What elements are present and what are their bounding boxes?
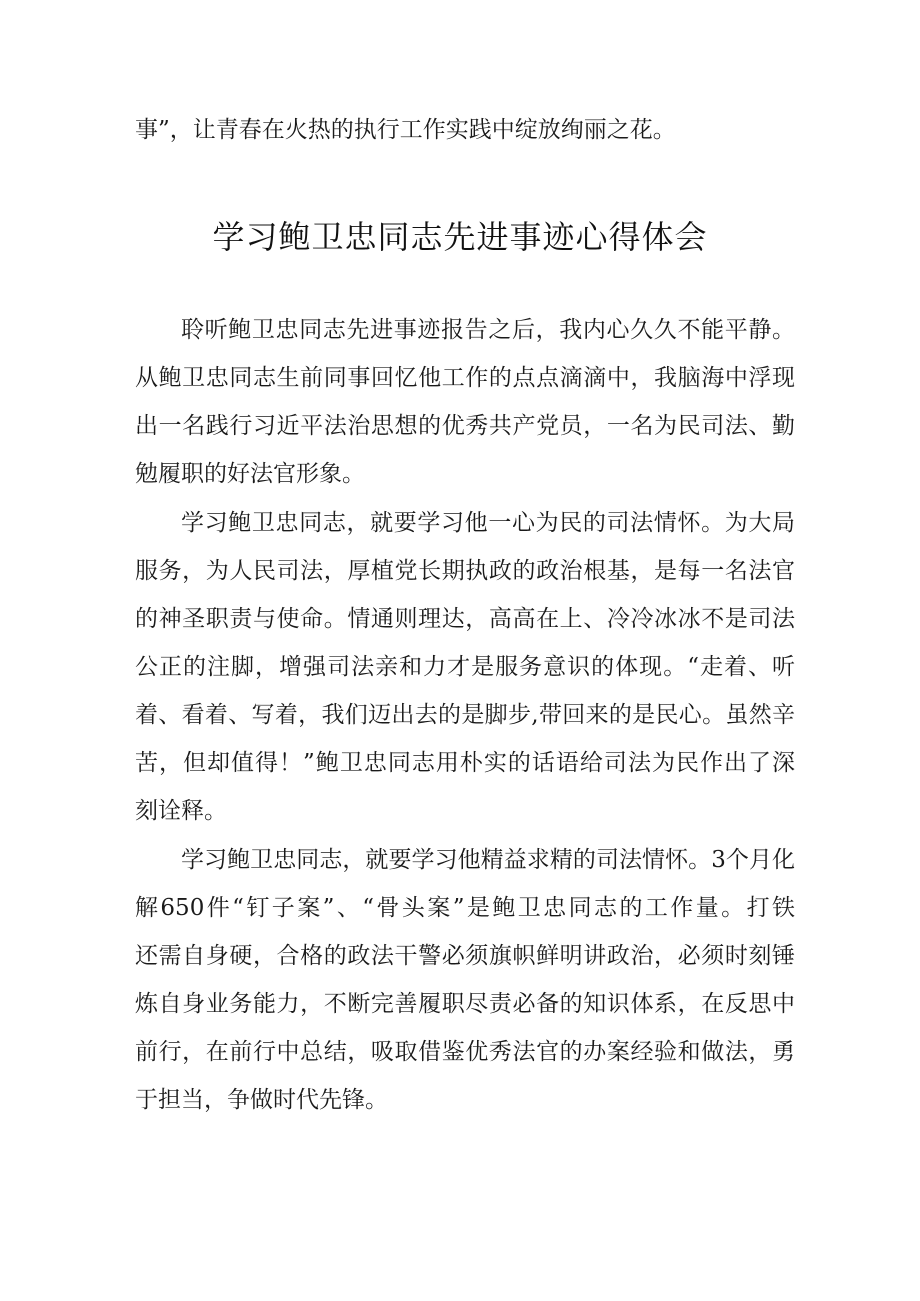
previous-paragraph-tail: 事”，让青春在火热的执行工作实践中绽放绚丽之花。	[135, 117, 676, 143]
paragraph-line: 还需自身硬，合格的政法干警必须旗帜鲜明讲政治，必须时刻锤	[135, 943, 795, 969]
paragraph-line: 的神圣职责与使命。情通则理达，高高在上、冷冷冰冰不是司法	[135, 606, 795, 632]
paragraph-line: 着、看着、写着，我们迈出去的是脚步,带回来的是民心。虽然辛	[135, 702, 795, 728]
paragraph-line: 从鲍卫忠同志生前同事回忆他工作的点点滴滴中，我脑海中浮现	[135, 365, 795, 391]
paragraph-line: 前行，在前行中总结，吸取借鉴优秀法官的办案经验和做法，勇	[135, 1039, 795, 1065]
paragraph-line: 学习鲍卫忠同志，就要学习他精益求精的司法情怀。3个月化	[181, 847, 795, 873]
paragraph-line: 服务，为人民司法，厚植党长期执政的政治根基，是每一名法官	[135, 558, 795, 584]
paragraph-line: 公正的注脚，增强司法亲和力才是服务意识的体现。“走着、听	[135, 654, 795, 680]
paragraph-line: 炼自身业务能力，不断完善履职尽责必备的知识体系，在反思中	[135, 991, 795, 1017]
paragraph-line: 解650件“钉子案”、“骨头案”是鲍卫忠同志的工作量。打铁	[135, 895, 795, 921]
paragraph-line: 勉履职的好法官形象。	[135, 461, 365, 487]
paragraph-line: 出一名践行习近平法治思想的优秀共产党员，一名为民司法、勤	[135, 413, 795, 439]
paragraph-line: 于担当，争做时代先锋。	[135, 1087, 388, 1113]
page-title: 学习鲍卫忠同志先进事迹心得体会	[212, 218, 708, 256]
paragraph-line: 学习鲍卫忠同志，就要学习他一心为民的司法情怀。为大局	[181, 510, 795, 536]
paragraph-line: 刻诠释。	[135, 798, 227, 824]
paragraph-line: 聆听鲍卫忠同志先进事迹报告之后，我内心久久不能平静。	[181, 317, 795, 343]
paragraph-line: 苦，但却值得！”鲍卫忠同志用朴实的话语给司法为民作出了深	[135, 750, 795, 776]
